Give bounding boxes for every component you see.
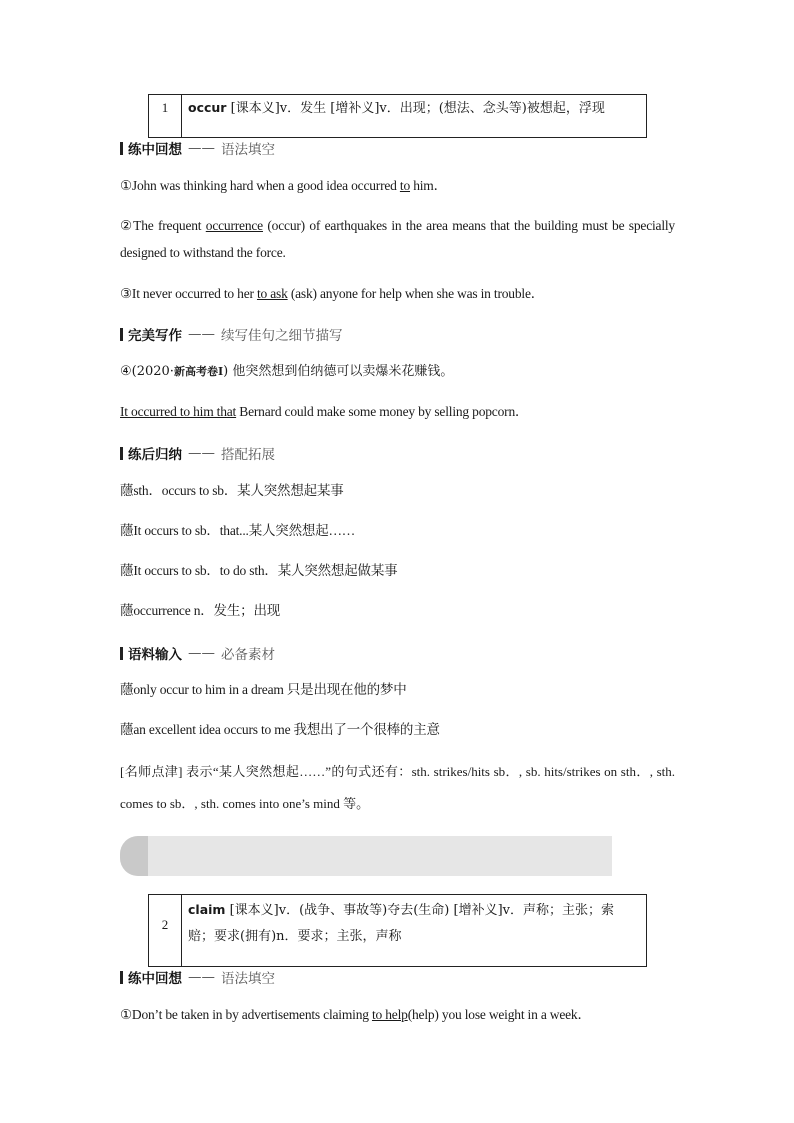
entry-number: 2 xyxy=(149,895,182,966)
entry-number: 1 xyxy=(149,95,182,137)
answer-rest: Bernard could make some money by selling popcorn． xyxy=(236,404,529,419)
exercise-text: (occur) of earthquakes in the area means that the building must be specially designed to withstand the force. xyxy=(120,218,675,260)
exercise-text: ②The frequent xyxy=(120,218,206,233)
collocation-text: sth．occurs to sb．某人突然想起某事 xyxy=(133,483,344,498)
section-divider-banner xyxy=(120,836,612,876)
answer: It occurred to him that xyxy=(120,404,237,419)
bullet-icon: 蘟 xyxy=(120,523,134,538)
section-title: 练后归纳 xyxy=(128,447,182,463)
prompt-text: ④(2020· xyxy=(120,364,174,379)
section-bar-icon xyxy=(120,647,123,660)
section-header xyxy=(120,967,275,987)
collocation-text: It occurs to sb．that...某人突然想起…… xyxy=(133,523,356,538)
exercise-3 xyxy=(120,280,675,307)
section-title: 练中回想 xyxy=(128,971,182,987)
section-subtitle: 续写佳句之细节描写 xyxy=(221,328,343,344)
divider-cap-icon xyxy=(120,836,148,876)
collocation-item xyxy=(120,557,675,584)
bullet-icon: 蘟 xyxy=(120,682,134,697)
section-subtitle: 搭配拓展 xyxy=(221,447,275,463)
material-item xyxy=(120,716,675,743)
exercise-text: ③It never occurred to her xyxy=(120,286,257,301)
definition-text: [课本义]v．(战争、事故等)夺去(生命) [增补义]v．声称；主张；索赔；要求(拥有)n．要求；主张，声称 xyxy=(188,903,614,944)
entry-definition xyxy=(182,895,634,966)
exercise-text: (help) you lose weight in a week． xyxy=(407,1007,591,1022)
answer: to ask xyxy=(256,286,288,301)
section-subtitle: 语法填空 xyxy=(221,971,275,987)
material-text: only occur to him in a dream 只是出现在他的梦中 xyxy=(133,682,407,697)
section-bar-icon xyxy=(120,447,123,460)
section-bar-icon xyxy=(120,328,123,341)
answer: to xyxy=(399,178,411,193)
vocab-entry-claim xyxy=(148,894,647,967)
prompt-text: ) 他突然想到伯纳德可以卖爆米花赚钱。 xyxy=(223,364,454,379)
section-bar-icon xyxy=(120,971,123,984)
section-dash: —— xyxy=(188,326,215,342)
definition-text: [课本义]v．发生 [增补义]v．出现；(想法、念头等)被想起，浮现 xyxy=(230,101,605,116)
exercise-text: him． xyxy=(410,178,447,193)
section-header xyxy=(120,138,275,158)
section-dash: —— xyxy=(188,645,215,661)
section-dash: —— xyxy=(188,969,215,985)
material-text: an excellent idea occurs to me 我想出了一个很棒的主意 xyxy=(133,722,440,737)
entry-definition xyxy=(182,95,611,137)
exercise-text: (ask) anyone for help when she was in trouble． xyxy=(287,286,545,301)
bullet-icon: 蘟 xyxy=(120,722,134,737)
section-subtitle: 语法填空 xyxy=(221,142,275,158)
collocation-item xyxy=(120,477,675,504)
exercise-1 xyxy=(120,172,675,199)
section-title: 完美写作 xyxy=(128,328,182,344)
bullet-icon: 蘟 xyxy=(120,603,134,618)
answer: to help xyxy=(371,1007,408,1022)
section-header xyxy=(120,324,343,344)
exercise-text: ①John was thinking hard when a good idea occurred xyxy=(120,178,400,193)
section-title: 练中回想 xyxy=(128,142,182,158)
collocation-item xyxy=(120,517,675,544)
writing-prompt xyxy=(120,358,675,385)
exercise-4 xyxy=(120,1001,675,1028)
bullet-icon: 蘟 xyxy=(120,563,134,578)
exercise-text: ①Don’t be taken in by advertisements claiming xyxy=(120,1007,372,1022)
section-header xyxy=(120,643,275,663)
headword: claim xyxy=(188,902,226,917)
section-dash: —— xyxy=(188,140,215,156)
teacher-tip: [名师点津] 表示“某人突然想起……”的句式还有：sth. strikes/hits sb．, sb. hits/strikes on sth．, sth. comes to sb．, sth. comes into one’s mind 等。 xyxy=(120,764,675,811)
source: 新高考卷Ⅰ xyxy=(173,365,224,378)
collocation-text: occurrence n．发生；出现 xyxy=(133,603,281,618)
collocation-text: It occurs to sb．to do sth．某人突然想起做某事 xyxy=(133,563,398,578)
writing-answer xyxy=(120,398,675,425)
answer: occurrence xyxy=(205,218,263,233)
section-header xyxy=(120,443,275,463)
section-title: 语料输入 xyxy=(128,647,182,663)
material-item xyxy=(120,676,675,703)
headword: occur xyxy=(188,100,227,115)
section-dash: —— xyxy=(188,445,215,461)
vocab-entry-occur xyxy=(148,94,647,138)
collocation-item xyxy=(120,597,675,624)
exercise-2 xyxy=(120,212,675,266)
bullet-icon: 蘟 xyxy=(120,483,134,498)
section-subtitle: 必备素材 xyxy=(221,647,275,663)
section-bar-icon xyxy=(120,142,123,155)
